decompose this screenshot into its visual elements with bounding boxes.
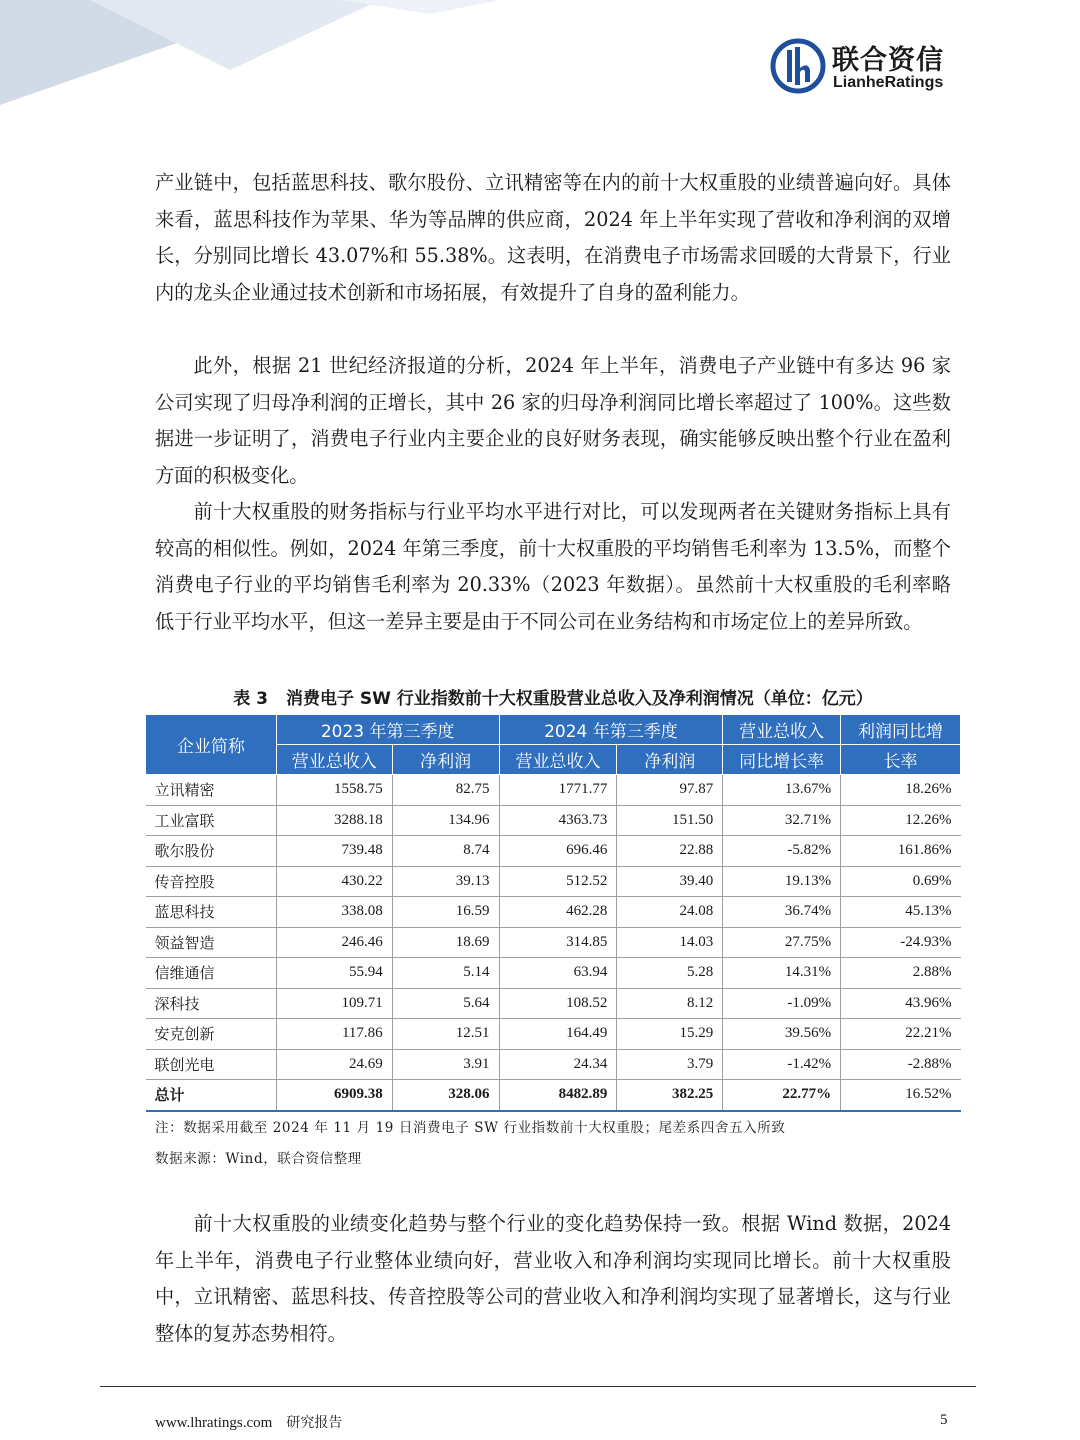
- footer-info: [155, 1412, 342, 1432]
- cell-np-yoy: -2.88%: [841, 1049, 961, 1080]
- footer-divider: [100, 1386, 976, 1387]
- table-row: [146, 927, 961, 958]
- table-row: [146, 1019, 961, 1050]
- cell-np2023: 18.69: [392, 927, 499, 958]
- cell-rev-yoy: 22.77%: [723, 1080, 841, 1111]
- cell-np2023: 5.64: [392, 988, 499, 1019]
- cell-np2023: 8.74: [392, 836, 499, 867]
- footer-url[interactable]: www.lhratings.com: [155, 1415, 273, 1431]
- cell-rev2024: 4363.73: [499, 805, 617, 836]
- cell-np-yoy: 0.69%: [841, 866, 961, 897]
- cell-rev2023: 1558.75: [276, 775, 392, 806]
- cell-rev-yoy: 32.71%: [723, 805, 841, 836]
- footer-doc-type: 研究报告: [286, 1415, 343, 1431]
- cell-np2024: 14.03: [617, 927, 723, 958]
- table-note: 注：数据采用截至 2024 年 11 月 19 日消费电子 SW 行业指数前十大权重股；尾差系四舍五入所致: [155, 1120, 786, 1136]
- cell-np2024: 39.40: [617, 866, 723, 897]
- table-row: [146, 1049, 961, 1080]
- cell-rev-yoy: -1.42%: [723, 1049, 841, 1080]
- cell-rev2024: 63.94: [499, 958, 617, 989]
- cell-np-yoy: 45.13%: [841, 897, 961, 928]
- cell-rev-yoy: -5.82%: [723, 836, 841, 867]
- cell-np2023: 328.06: [392, 1080, 499, 1111]
- table-row: [146, 866, 961, 897]
- cell-np-yoy: 161.86%: [841, 836, 961, 867]
- cell-np-yoy: -24.93%: [841, 927, 961, 958]
- financial-table: [145, 714, 961, 1112]
- cell-company: 深科技: [146, 988, 277, 1019]
- brand-logo: [770, 36, 970, 98]
- cell-rev2024: 164.49: [499, 1019, 617, 1050]
- cell-rev-yoy: -1.09%: [723, 988, 841, 1019]
- cell-rev-yoy: 36.74%: [723, 897, 841, 928]
- cell-company: 总计: [146, 1080, 277, 1111]
- header-rev-growth-line1: 营业总收入: [723, 715, 841, 745]
- cell-rev2024: 314.85: [499, 927, 617, 958]
- cell-np2023: 12.51: [392, 1019, 499, 1050]
- cell-np2024: 382.25: [617, 1080, 723, 1111]
- brand-name-en: LianheRatings: [833, 74, 944, 91]
- table-row: [146, 988, 961, 1019]
- cell-np-yoy: 16.52%: [841, 1080, 961, 1111]
- cell-np-yoy: 18.26%: [841, 775, 961, 806]
- cell-np2024: 22.88: [617, 836, 723, 867]
- cell-np-yoy: 12.26%: [841, 805, 961, 836]
- header-2024q3: 2024 年第三季度: [499, 715, 723, 745]
- page-number: 5: [940, 1412, 948, 1428]
- cell-np2023: 39.13: [392, 866, 499, 897]
- cell-rev2024: 24.34: [499, 1049, 617, 1080]
- table-row: [146, 775, 961, 806]
- cell-np2023: 134.96: [392, 805, 499, 836]
- cell-np2024: 15.29: [617, 1019, 723, 1050]
- cell-rev2024: 696.46: [499, 836, 617, 867]
- cell-rev2023: 430.22: [276, 866, 392, 897]
- cell-company: 联创光电: [146, 1049, 277, 1080]
- paragraph-4: 前十大权重股的业绩变化趋势与整个行业的变化趋势保持一致。根据 Wind 数据，2024 年上半年，消费电子行业整体业绩向好，营业收入和净利润均实现同比增长。前十大权重股中，立讯精密、蓝思科技、传音控股等公司的营业收入和净利润均实现了显著增长，这与行业整体的复苏态势相符。: [155, 1212, 951, 1345]
- header-profit-growth-line1: 利润同比增: [841, 715, 961, 745]
- cell-np2023: 16.59: [392, 897, 499, 928]
- brand-name-cn: 联合资信: [832, 45, 944, 76]
- cell-np2024: 97.87: [617, 775, 723, 806]
- paragraph-2: 此外，根据 21 世纪经济报道的分析，2024 年上半年，消费电子产业链中有多达 96 家公司实现了归母净利润的正增长，其中 26 家的归母净利润同比增长率超过了 100%。这些数据进一步证明了，消费电子行业内主要企业的良好财务表现，确实能够反映出整个行业在盈利方面的积极变化。: [155, 354, 951, 487]
- cell-np2023: 82.75: [392, 775, 499, 806]
- table-row: [146, 836, 961, 867]
- header-profit-2023: 净利润: [392, 745, 499, 775]
- cell-rev2024: 462.28: [499, 897, 617, 928]
- table-row: [146, 897, 961, 928]
- table-source: 数据来源：Wind，联合资信整理: [155, 1151, 362, 1167]
- cell-rev2023: 117.86: [276, 1019, 392, 1050]
- cell-np2024: 151.50: [617, 805, 723, 836]
- cell-rev2023: 6909.38: [276, 1080, 392, 1111]
- table-caption: [145, 684, 961, 709]
- cell-rev2023: 109.71: [276, 988, 392, 1019]
- table-title: 消费电子 SW 行业指数前十大权重股营业总收入及净利润情况（单位：亿元）: [285, 689, 873, 709]
- cell-rev-yoy: 19.13%: [723, 866, 841, 897]
- cell-company: 工业富联: [146, 805, 277, 836]
- cell-np2023: 3.91: [392, 1049, 499, 1080]
- cell-company: 传音控股: [146, 866, 277, 897]
- cell-np2024: 5.28: [617, 958, 723, 989]
- table-number: 表 3: [233, 689, 268, 709]
- header-decoration: [0, 0, 520, 140]
- header-profit-growth-line2: 长率: [841, 745, 961, 775]
- cell-company: 歌尔股份: [146, 836, 277, 867]
- cell-rev-yoy: 13.67%: [723, 775, 841, 806]
- cell-np-yoy: 43.96%: [841, 988, 961, 1019]
- cell-company: 立讯精密: [146, 775, 277, 806]
- cell-np-yoy: 2.88%: [841, 958, 961, 989]
- header-revenue-2024: 营业总收入: [499, 745, 617, 775]
- paragraph-3: 前十大权重股的财务指标与行业平均水平进行对比，可以发现两者在关键财务指标上具有较高的相似性。例如，2024 年第三季度，前十大权重股的平均销售毛利率为 13.5%，而整个消费电子行业的平均销售毛利率为 20.33%（2023 年数据）。虽然前十大权重股的毛利率略低于行业平均水平，但这一差异主要是由于不同公司在业务结构和市场定位上的差异所致。: [155, 500, 951, 633]
- cell-company: 领益智造: [146, 927, 277, 958]
- cell-np2024: 8.12: [617, 988, 723, 1019]
- cell-rev2023: 24.69: [276, 1049, 392, 1080]
- table-total-row: [146, 1080, 961, 1111]
- cell-rev2024: 108.52: [499, 988, 617, 1019]
- cell-rev-yoy: 14.31%: [723, 958, 841, 989]
- cell-rev-yoy: 39.56%: [723, 1019, 841, 1050]
- cell-company: 信维通信: [146, 958, 277, 989]
- paragraph-1: 产业链中，包括蓝思科技、歌尔股份、立讯精密等在内的前十大权重股的业绩普遍向好。具体来看，蓝思科技作为苹果、华为等品牌的供应商，2024 年上半年实现了营收和净利润的双增长，分别同比增长 43.07%和 55.38%。这表明，在消费电子市场需求回暖的大背景下，行业内的龙头企业通过技术创新和市场拓展，有效提升了自身的盈利能力。: [155, 171, 951, 304]
- table-row: [146, 958, 961, 989]
- header-2023q3: 2023 年第三季度: [276, 715, 499, 745]
- cell-rev2023: 3288.18: [276, 805, 392, 836]
- cell-np2024: 3.79: [617, 1049, 723, 1080]
- table-row: [146, 805, 961, 836]
- cell-rev2023: 246.46: [276, 927, 392, 958]
- cell-np-yoy: 22.21%: [841, 1019, 961, 1050]
- header-company: 企业简称: [146, 715, 277, 775]
- cell-rev2023: 739.48: [276, 836, 392, 867]
- header-rev-growth-line2: 同比增长率: [723, 745, 841, 775]
- cell-company: 蓝思科技: [146, 897, 277, 928]
- cell-rev-yoy: 27.75%: [723, 927, 841, 958]
- cell-rev2024: 512.52: [499, 866, 617, 897]
- cell-np2024: 24.08: [617, 897, 723, 928]
- header-profit-2024: 净利润: [617, 745, 723, 775]
- cell-rev2023: 55.94: [276, 958, 392, 989]
- cell-rev2024: 1771.77: [499, 775, 617, 806]
- cell-np2023: 5.14: [392, 958, 499, 989]
- header-revenue-2023: 营业总收入: [276, 745, 392, 775]
- cell-company: 安克创新: [146, 1019, 277, 1050]
- lianhe-logo-icon: [770, 38, 826, 94]
- cell-rev2024: 8482.89: [499, 1080, 617, 1111]
- cell-rev2023: 338.08: [276, 897, 392, 928]
